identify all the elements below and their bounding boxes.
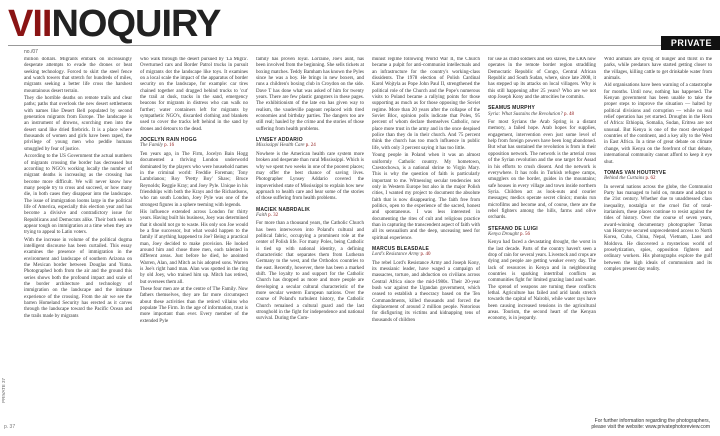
text-column	[488, 57, 596, 417]
story-title-text: Mississippi Health Care	[256, 143, 305, 149]
text-column	[256, 57, 364, 417]
story-title	[256, 143, 364, 149]
page-number: p. 37	[4, 424, 16, 430]
paragraph: They die horrible deaths on remote trails and clear paths; paths that overlook the new desert settlements with names like Desert Bell populated by second generation migrants from Europe. The landscape is an instrument of drowns, scorching men into the desert sand like dried firebrick. It is a place where thousands of women and girls have been raped, the privilege of young men who peddle humans smuggled by fear of justice.	[24, 96, 132, 152]
paragraph: In several nations across the globe, the Communist Party has managed to hold on, mutate and adapt to the 21st century. Whether due to unaddressed class inequality, nostalgia or the cruel fist of total-itarianism, these places continue to resist against the tides of history. Over the course of seven years, award-winning documentary photographer Tomas van Houtryve secured unprecedented access to North Korea, Cuba, China, Nepal, Vietnam, Laos and Moldova. He discovered a mysterious world of proselytization, spies, opposition fighters and ordinary workers. His photographs explore the gulf between the high ideals of communism and its complex present day reality.	[604, 184, 712, 272]
footer-note	[591, 418, 710, 430]
photographer-name: SEAMUS MURPHY	[488, 105, 536, 112]
text-column	[604, 57, 712, 417]
paragraph: The rebel Lord's Resistance Army and Joseph Kony, its messianic leader, have waged a campaign of massacres, torture, and abduction on civilians across Central Africa since the mid-1980s. Their 20-year bush war against the Ugandan government, which ceased to establish a theocracy based on the Ten Commandments, killed thousands and forced the displacement of around 2 million people. Notorious for disfiguring its victims and kidnapping tens of thousands of children	[372, 260, 480, 323]
article-columns	[24, 57, 712, 417]
paragraph: For most Syrians the Arab Spring is a distant memory, a failed hope. Arab hopes for supplies, engagement, intervention even just some level of help from foreign powers have been long abandoned. But what has sustained the revolution is from in their opposition network. The network is the arterial cross of the Syrian revolution and the one target for Assad in his efforts to crush dissent. And the network is everywhere. It has rolls in Turkish refugee camps, smugglers on the border, guides in the mountains; safe houses in every village and town inside northern Syria. Children act as look-outs and courier messages; medics operate secret clinics; monks run microfilms and become and, of course, there are the rebel fighters among the hills, farms and olive orchards.	[488, 120, 596, 221]
story-page-ref[interactable]: p. 24	[305, 143, 316, 149]
brand-prefix: VII	[8, 3, 52, 45]
photographer-name: LYNSEY ADDARIO	[256, 137, 303, 144]
magazine-brand	[8, 4, 220, 44]
paragraph: Young people in Poland when it was an almost uniformly Catholic country. My hometown, Czestochowa, is a national shrine to Virgin Mary. This is why the question of faith is particularly important to me. Witnessing secular tendencies not only in Western Europe but also in the major Polish cities, I wanted my project to document the absolute faith that is now disappearing. The faith free from politics, open to the experience of the sacred, honest and spontaneous. I was less interested in documenting the rites of cult and religious practice than in capturing the transcendent aspect of faith with all its sensualism and the deep, unceasing need for spiritual experience.	[372, 153, 480, 241]
paragraph: These four men are at the centre of The Family. Now fathers themselves, they are far more circumspect about these activities than the retired villains who populate The Firm. In the age of information, trust is more important than ever. Every member of the extended Pyle	[140, 287, 248, 324]
private-tab: PRIVATE	[661, 36, 720, 50]
story-page-ref[interactable]: p. 32	[268, 212, 279, 218]
paragraph: According to the US Government the actual numbers of migrants crossing the border has decreased but according to NGO's working locally the number of migrant deaths is increasing as the crossing has become more difficult. We will never know how many people try to cross and succeed, or how many die, in both cases they disappear into the landscape. The issue of immigration looms large in the political life of America, especially this election year and has become a divisive and contradictory issue for Republicans and Democrats alike. Their both seek to appear tough on immigration at a time when they are trying to appeal to Latin voters.	[24, 154, 132, 236]
footer-line-1: For further information regarding the photographers,	[594, 418, 710, 424]
story-page-ref[interactable]: p. 48	[563, 111, 574, 117]
story-title-text: The Family	[140, 143, 163, 149]
paragraph: His influence extended across London for thirty years. Having built his business, Joey was determined that it should not go to waste. His only son Joe would be a fine successor, but what would happen to the family if anything happened to Joe? Being a practical man, Joey decided to make provision. He looked around him and chose three men, each talented in different areas. Just before he died, he anointed Warren, Alan, and Mitch as his adopted sons. Warren is Joe's right hand man. Alan was spotted in the ring by old Joey, who trained him up. Mitch has retired, but oversees them all.	[140, 209, 248, 285]
brand-rest: NOQUIRY	[51, 3, 221, 45]
paragraph: million dollars. Migrants embark on increasingly desperate attempts to evade the drones or beat seeking technology. Forced to skirt the steel fence and watch towers that stretch for hundreds of miles, migrants seeking a better life cross the harshest mountainous desert terrain.	[24, 57, 132, 94]
paragraph: Aid organisations have been warning of a catastrophe for months. Until now, nothing has happened. The Kenyan government has been unable to take the proper steps to improve the situation — halted by political divisions and corruption — while no real relief operation has yet started. Droughts in the Horn of Africa: Ethiopia, Somalia, Sudan, Eritrea are not unusual. But Kenya is one of the most developed countries of the continent, and a key ally to the West in East Africa. In a time of great debate on climate change, with Kenya on the forefront of that debate, international community cannot afford to keep it eye shut.	[604, 83, 712, 165]
story-page-ref[interactable]: p. 16	[164, 143, 175, 149]
text-column	[372, 57, 480, 417]
story-title	[256, 213, 364, 219]
story-title	[488, 112, 596, 118]
photographer-name: MARCUS BLEASDALE	[372, 245, 430, 252]
paragraph: For more than a thousand years, the Catholic Church has been interwoven into Poland's cultural and political fabric, occupying a prominent role at the center of Polish life. For many Poles, being Catholic is tied up with national identity, a defining characteristic that separates them from Lutheran Germany to the west, and the Orthodox countries to the east. Recently, however, there has been a marked shift. The loyalty to and support for the Catholic Church has dropped as more and more people are developing a secular cultural characteristic of the more secular western European nations. Over the course of Poland's turbulent history, the Catholic Church remained a cultural guard and the last stronghold in the fight for independence and national survival. During the Com-	[256, 221, 364, 322]
footer-line-2: please visit the website: www.privatephotoreview.com	[591, 424, 710, 430]
photographer-name: MACIEK NABRDALIK	[256, 206, 311, 213]
story-title-text: Syria: What Sustains the Revolution?	[488, 111, 563, 117]
paragraph: for use as child soldiers and sex slaves, the LRA now operates in the remote border region straddling Democratic Republic of Congo, Central African Republic and South Sudan, where, since late 2008, it has stepped up its attacks on local villagers. Why is this still happening after 25 years? Who are we not stop Joseph Kony and the atrocities he commits.	[488, 57, 596, 101]
photographer-name: STEFANO DE LUIGI	[488, 225, 538, 232]
paragraph: family has proven loyal. Lorraine, Joe's aunt, has been involved from the beginning. She sells tickets at boxing matches. Teddy Bamham has known the Pyles since he was a boy. He brings in new boxers, and runs a children's boxing club in Croydon on the side. Dave T has done what was asked of him for twenty years. There are few plastic gangsters in these pages. The exhibitionism of the late era has given way to realism, the vaudeville pageant replaced with tired economies and birthday parties. The dangers too are still real; hauled by the crime and the stories of those suffering from health problems.	[256, 57, 364, 132]
story-title	[604, 176, 712, 182]
paragraph: Ten years ago, in The Firm, Jocelyn Bain Hogg documented a thriving London underworld dominated by the players who were household names in the criminal world: Freddie Foreman; Tony Lambrianou; Roy 'Pretty Boy' Shaw; Bruce Reynolds; Reggie Kray; and Joey Pyle. Unique in his friendships with both the Krays and the Richardsons, who ran south London, Joey Pyle was one of the strongest figures in a sphere teeming with legends.	[140, 151, 248, 208]
story-title	[140, 143, 248, 149]
header-rule	[8, 45, 708, 46]
photographer-name: TOMAS VAN HOUTRYVE	[604, 169, 667, 176]
story-page-ref[interactable]: p. 56	[520, 231, 531, 237]
page-reference: no./07	[24, 49, 38, 55]
story-title	[372, 252, 480, 258]
paragraph: With the increase in volume of the political dogma intelligent discourse has been curtailed. This essay examines the presence of immigration in the environment and landscape of southern Arizona on the Mexican border between Douglas and Yuma. Photographed both from the air and the ground this series shows both the profound impact and scale of the border architecture and technology of immigration on the landscape and the intimate experience of the crossing. From the air we see the barren Homeland Security has erected as it carves through the landscape toward the Pacific Ocean and the trails made by migrants	[24, 237, 132, 319]
paragraph: Kenya had faced a devastating drought, the worst in the last decade. Parts of the country haven't seen a drop of rain for several years. Livestock and crops are dying and people are getting weaker every day. The lack of resources in Kenya and in neighbouring countries is sparking intertribal conflicts as communities fight for limited grazing land and water. The spread of weapons are turning these conflicts lethal. Agriculture has failed and arid lands stretch towards the capital of Nairobi, while water rays have been causing increased tensions in the agricultural areas. Tourism, the second heart of the Kenyan economy, is in jeopardy.	[488, 240, 596, 322]
story-page-ref[interactable]: p. 62	[645, 176, 656, 182]
paragraph: munist regime following World War II, the Church became a pulpit for anti-communist intellectuals and an infrastructure for the country's working-class dissidents. The 1978 election of Polish Cardinal Karol Wojtyla as Pope John Paul II, strengthened the political role of the Church and the Pope's numerous visits to Poland became a rallying points for those supporting as much as for those opposing the Soviet regime. More than 20 years after the collapse of the Soviet Bloc, opinion polls indicate that Poles, 95 percent of whom declare themselves Catholic, now place more trust in the army and in the once despised police than they do in their church. And 75 percent think the church has too much influence in public life, with only 3 percent saying it has too little.	[372, 57, 480, 151]
story-title-text: Faith	[256, 212, 267, 218]
photographer-name: JOCELYN RAIN HOGG	[140, 137, 197, 144]
story-title-text: Lord's Resistance Army	[372, 252, 420, 258]
paragraph: who walk through the desert pursued by 'La Migra'. Overturned cars and Border Patrol trucks in pursuit of migrants dot the landscape like toys. It examines on a local scale the impact of the apparatus of border security on the landscape, for example: car tires chained together and dragged behind trucks to 'cut' the trail at dusk, tracks in the sand, emergency beacons for migrants in distress who can walk no further; water containers left for migrants by sympathetic NGO's, discarded clothing and blankets used to cover the tracks left behind in the sand by drones and detours to the dead.	[140, 57, 248, 132]
text-column	[140, 57, 248, 417]
story-page-ref[interactable]: p. 40	[420, 252, 431, 258]
story-title-text: Kenya Drought	[488, 231, 519, 237]
side-label: PRIVATE 37	[1, 378, 6, 403]
paragraph: Nowhere is the American health care system more broken and desperate than rural Mississippi. Which is why we spent two weeks in one of the poorest places; may offer the best chance of saving lives. Photographer Lynsey Addario covered the impoverished state of Mississippi to explain how new approach to health care and hear some of the stories of those suffering from health problems.	[256, 151, 364, 202]
story-title-text: Behind the Curtains	[604, 176, 645, 182]
text-column	[24, 57, 132, 417]
story-title	[488, 232, 596, 238]
paragraph: Wild animals are dying of hunger and thirst in the parks, while predators have started getting closer to the villages, killing cattle to get drinkable water from animals.	[604, 57, 712, 82]
